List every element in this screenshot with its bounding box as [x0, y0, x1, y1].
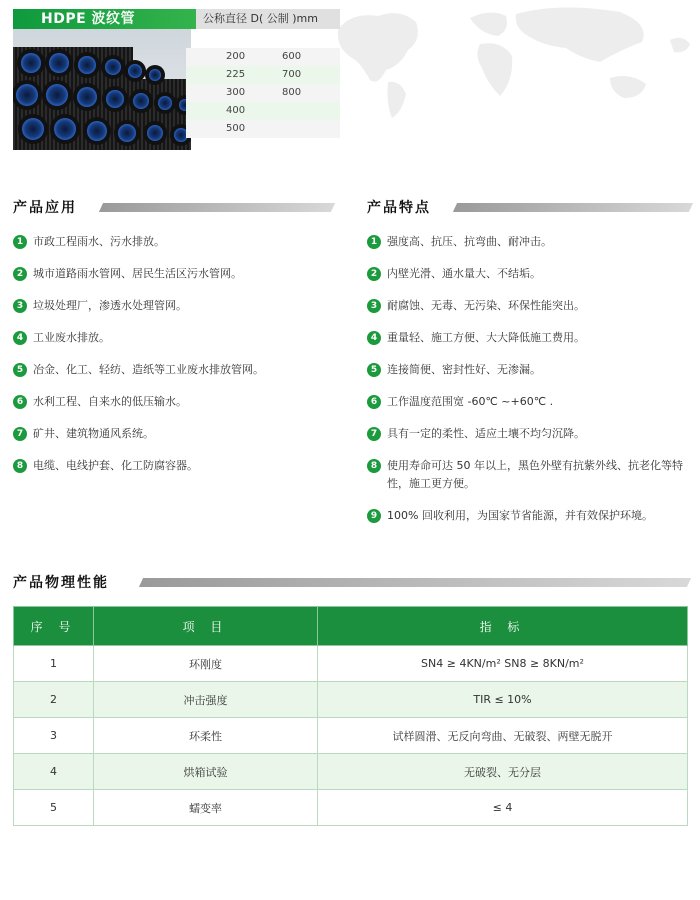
number-badge-icon: 7: [13, 427, 27, 441]
number-badge-icon: 7: [367, 427, 381, 441]
table-row: 4 烘箱试验 无破裂、无分层: [14, 754, 688, 790]
table-row: 2 冲击强度 TIR ≤ 10%: [14, 682, 688, 718]
applications-list: [13, 233, 343, 489]
list-item: 4 工业废水排放。: [13, 329, 343, 361]
size-row: 225 700: [186, 66, 340, 84]
column-header-item: 项 目: [94, 607, 318, 646]
number-badge-icon: 5: [13, 363, 27, 377]
applications-heading: [13, 198, 329, 218]
size-row: 200 600: [186, 48, 340, 66]
heading-decor-bar: [139, 578, 691, 587]
list-item: 9 100% 回收利用，为国家节省能源，并有效保护环境。: [367, 507, 687, 547]
list-item: 4 重量轻、施工方便、大大降低施工费用。: [367, 329, 687, 361]
number-badge-icon: 4: [13, 331, 27, 345]
hdpe-pipe-photo: [13, 29, 191, 150]
heading-decor-bar: [99, 203, 335, 212]
list-item: 1 强度高、抗压、抗弯曲、耐冲击。: [367, 233, 687, 265]
features-list: [367, 233, 687, 547]
list-item: 8 使用寿命可达 50 年以上，黑色外壁有抗紫外线、抗老化等特性，施工更方便。: [367, 457, 687, 507]
performance-table: [13, 606, 688, 826]
table-row: 1 环刚度 SN4 ≥ 4KN/m² SN8 ≥ 8KN/m²: [14, 646, 688, 682]
list-item: 3 耐腐蚀、无毒、无污染、环保性能突出。: [367, 297, 687, 329]
list-item: 5 连接简便、密封性好、无渗漏。: [367, 361, 687, 393]
table-row: 5 蠕变率 ≤ 4: [14, 790, 688, 826]
number-badge-icon: 6: [367, 395, 381, 409]
features-heading: [367, 198, 687, 218]
number-badge-icon: 9: [367, 509, 381, 523]
number-badge-icon: 6: [13, 395, 27, 409]
number-badge-icon: 1: [13, 235, 27, 249]
table-row: 3 环柔性 试样圆滑、无反向弯曲、无破裂、两壁无脱开: [14, 718, 688, 754]
size-row: 400: [186, 102, 340, 120]
diameter-header: [196, 9, 340, 29]
diameter-size-table: [186, 48, 340, 138]
number-badge-icon: 2: [13, 267, 27, 281]
product-title: HDPE 波纹管: [41, 11, 136, 27]
number-badge-icon: 4: [367, 331, 381, 345]
heading-decor-bar: [453, 203, 693, 212]
size-row: 500: [186, 120, 340, 138]
applications-title: 产品应用: [13, 200, 77, 216]
number-badge-icon: 1: [367, 235, 381, 249]
number-badge-icon: 8: [13, 459, 27, 473]
column-header-spec: 指 标: [318, 607, 688, 646]
number-badge-icon: 2: [367, 267, 381, 281]
product-title-bar: [13, 9, 196, 29]
list-item: 2 内壁光滑、通水量大、不结垢。: [367, 265, 687, 297]
list-item: 3 垃圾处理厂，渗透水处理管网。: [13, 297, 343, 329]
table-header-row: [14, 607, 688, 646]
world-map-watermark: [330, 0, 700, 120]
features-title: 产品特点: [367, 200, 431, 216]
list-item: 2 城市道路雨水管网、居民生活区污水管网。: [13, 265, 343, 297]
performance-heading: [13, 573, 687, 593]
performance-title: 产品物理性能: [13, 575, 109, 591]
number-badge-icon: 3: [13, 299, 27, 313]
list-item: 8 电缆、电线护套、化工防腐容器。: [13, 457, 343, 489]
number-badge-icon: 3: [367, 299, 381, 313]
list-item: 1 市政工程雨水、污水排放。: [13, 233, 343, 265]
number-badge-icon: 8: [367, 459, 381, 473]
number-badge-icon: 5: [367, 363, 381, 377]
diameter-label: 公称直径 D( 公制 )mm: [203, 12, 318, 25]
list-item: 7 具有一定的柔性、适应土壤不均匀沉降。: [367, 425, 687, 457]
list-item: 6 工作温度范围宽 -60℃ ~+60℃ .: [367, 393, 687, 425]
size-row: 300 800: [186, 84, 340, 102]
list-item: 6 水利工程、自来水的低压输水。: [13, 393, 343, 425]
list-item: 7 矿井、建筑物通风系统。: [13, 425, 343, 457]
column-header-no: 序 号: [14, 607, 94, 646]
list-item: 5 冶金、化工、轻纺、造纸等工业废水排放管网。: [13, 361, 343, 393]
